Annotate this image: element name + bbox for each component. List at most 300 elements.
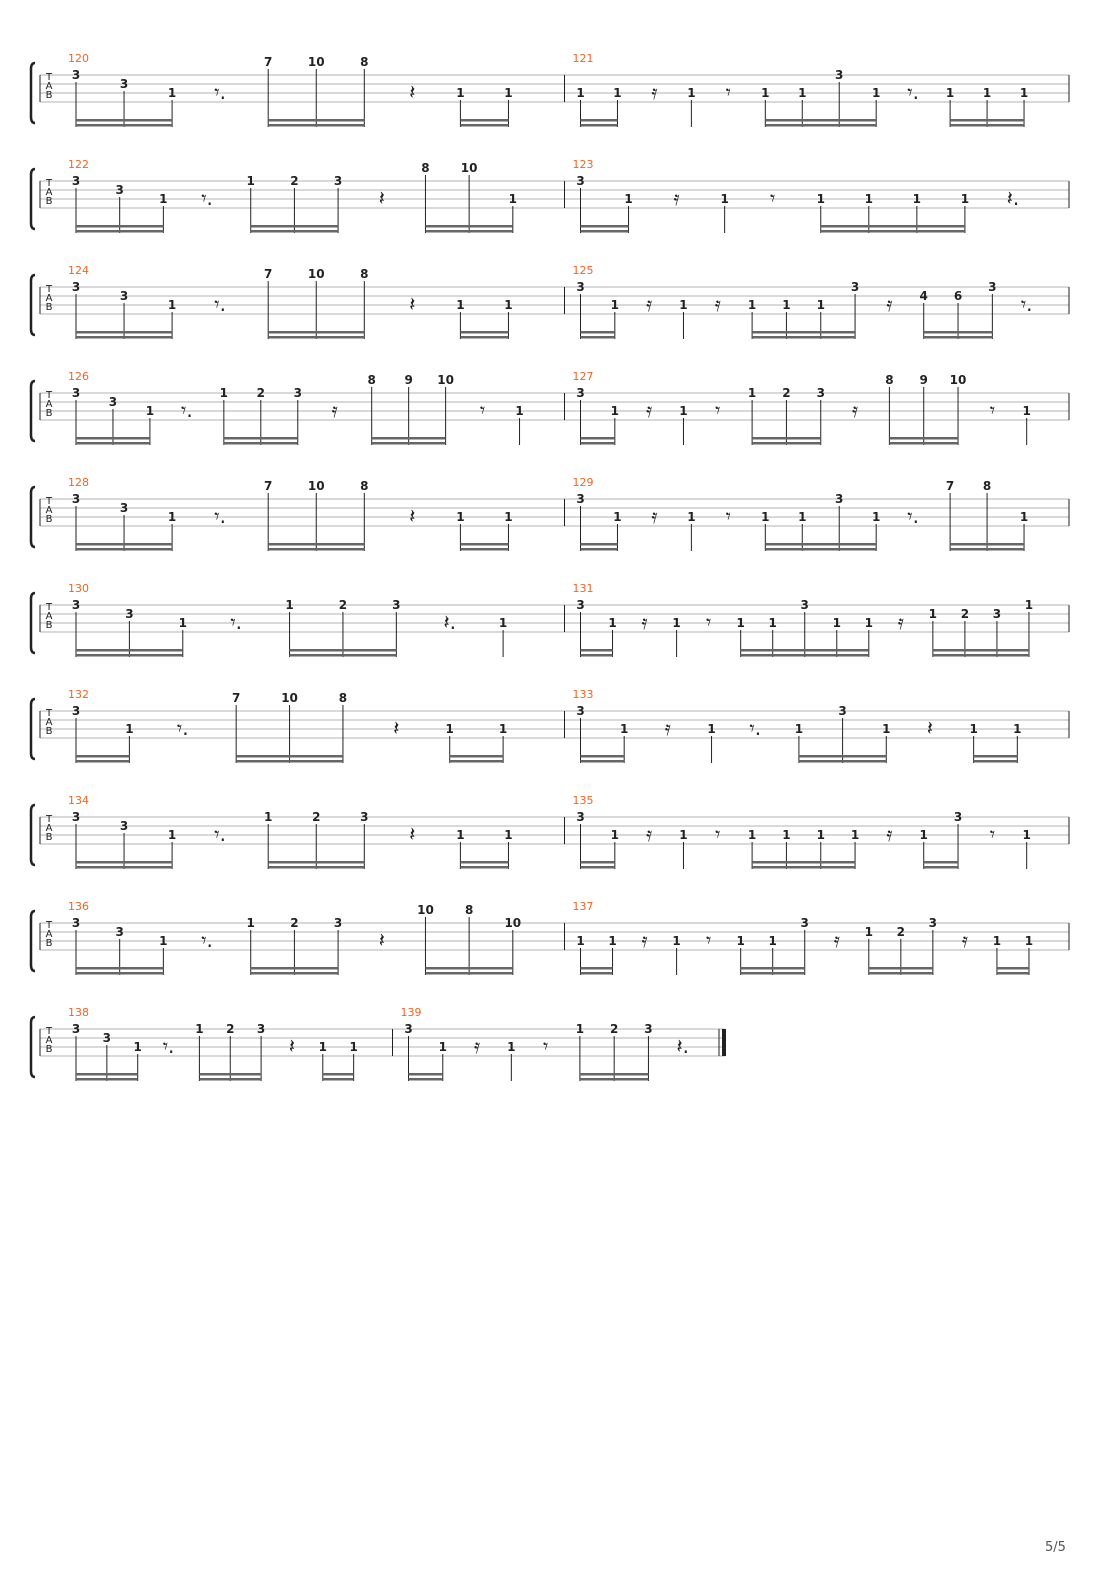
fret-number: 1 — [167, 510, 177, 524]
fret-number: 1 — [575, 1022, 585, 1036]
fret-number: 8 — [367, 373, 376, 387]
beam — [933, 654, 1029, 657]
beam — [581, 543, 618, 546]
tab-clef-letter: T — [45, 284, 53, 295]
fret-number: 1 — [761, 510, 770, 524]
measure-number: 139 — [400, 1006, 422, 1019]
fret-number: 2 — [782, 386, 791, 400]
rest-eighth: 𝄾 — [542, 1034, 549, 1058]
tab-clef-letter: B — [45, 938, 53, 949]
beam — [76, 866, 172, 869]
tab-clef-letter: A — [45, 611, 53, 622]
fret-number: 2 — [896, 925, 906, 939]
beam — [741, 972, 805, 975]
fret-number: 1 — [872, 510, 881, 524]
fret-number: 1 — [504, 298, 513, 312]
beam — [950, 548, 1024, 551]
rest-eighth-dotted: 𝄾. — [230, 610, 243, 634]
tab-system — [31, 688, 1069, 763]
rest-sixteenth: 𝄿 — [886, 292, 893, 316]
system-bracket — [31, 381, 35, 441]
fret-number: 1 — [912, 192, 922, 206]
beam — [581, 548, 618, 551]
fret-number: 1 — [864, 925, 873, 939]
beam — [290, 654, 397, 657]
fret-number: 1 — [167, 86, 177, 100]
measure — [68, 476, 565, 551]
tab-clef-letter: T — [45, 1026, 53, 1037]
tab-clef-letter: A — [45, 399, 53, 410]
beam — [268, 124, 364, 127]
measure-number: 127 — [572, 370, 594, 383]
fret-number: 3 — [333, 174, 343, 188]
beam — [581, 336, 615, 339]
rest-sixteenth: 𝄿 — [961, 928, 968, 952]
rest-sixteenth: 𝄿 — [714, 292, 721, 316]
fret-number: 1 — [672, 934, 681, 948]
rest-sixteenth: 𝄿 — [651, 80, 658, 104]
beam — [581, 866, 615, 869]
fret-number: 2 — [312, 810, 321, 824]
measure — [573, 158, 1070, 233]
beam — [76, 649, 183, 652]
rest-quarter-dotted: 𝄽. — [1006, 186, 1020, 210]
beam — [76, 124, 172, 127]
measure-number: 130 — [68, 582, 89, 595]
beam — [236, 760, 343, 763]
rest-eighth: 𝄾 — [705, 610, 712, 634]
fret-number: 2 — [609, 1022, 619, 1036]
fret-number: 3 — [119, 501, 129, 515]
tab-clef-letter: B — [45, 620, 53, 631]
beam — [372, 442, 446, 445]
fret-number: 3 — [576, 598, 585, 612]
beam — [889, 437, 958, 440]
page-number: 5/5 — [1045, 1540, 1066, 1555]
rest-eighth-dotted: 𝄾. — [176, 716, 189, 740]
fret-number: 1 — [832, 616, 841, 630]
beam — [765, 124, 876, 127]
measure — [573, 476, 1070, 551]
beam — [76, 543, 172, 546]
beam — [950, 543, 1024, 546]
beam — [924, 331, 993, 334]
beam — [199, 1078, 261, 1081]
beam — [425, 967, 512, 970]
fret-number: 3 — [293, 386, 302, 400]
fret-number: 2 — [226, 1022, 235, 1036]
fret-number: 10 — [281, 691, 298, 705]
fret-number: 1 — [736, 616, 745, 630]
beam — [799, 755, 886, 758]
measure — [68, 582, 565, 657]
fret-number: 7 — [945, 479, 955, 493]
beam — [76, 442, 150, 445]
fret-number: 1 — [687, 510, 696, 524]
rest-eighth-dotted: 𝄾. — [907, 504, 919, 528]
beam — [224, 437, 298, 440]
fret-number: 1 — [816, 298, 825, 312]
fret-number: 7 — [264, 267, 273, 281]
rest-quarter: 𝄽 — [409, 80, 416, 104]
system-bracket — [31, 275, 35, 335]
measure-number: 136 — [68, 900, 89, 913]
measure-number: 138 — [68, 1006, 89, 1019]
fret-number: 1 — [1024, 598, 1034, 612]
beam — [581, 331, 615, 334]
rest-sixteenth: 𝄿 — [331, 398, 338, 422]
tab-clef-letter: T — [45, 178, 53, 189]
tab-clef-letter: B — [45, 408, 53, 419]
fret-number: 1 — [576, 86, 585, 100]
fret-number: 10 — [949, 373, 967, 387]
fret-number: 1 — [1024, 934, 1034, 948]
fret-number: 3 — [953, 810, 963, 824]
rest-sixteenth: 𝄿 — [641, 928, 648, 952]
rest-sixteenth: 𝄿 — [664, 716, 671, 740]
fret-number: 1 — [456, 828, 465, 842]
beam — [580, 1078, 649, 1081]
fret-number: 3 — [992, 607, 1002, 621]
beam — [76, 119, 172, 122]
tab-clef-letter: B — [45, 302, 53, 313]
fret-number: 7 — [231, 691, 241, 705]
tab-clef-letter: A — [45, 81, 53, 92]
beam — [425, 972, 512, 975]
system-bracket — [31, 487, 35, 547]
beam — [76, 331, 172, 334]
fret-number: 1 — [498, 722, 508, 736]
tab-system — [31, 264, 1069, 339]
measure — [573, 52, 1070, 127]
fret-number: 1 — [498, 616, 508, 630]
rest-quarter: 𝄽 — [409, 504, 416, 528]
beam — [581, 972, 613, 975]
beam — [765, 543, 876, 546]
fret-number: 3 — [71, 598, 81, 612]
beam — [460, 119, 508, 122]
fret-number: 3 — [800, 916, 809, 930]
beam — [460, 861, 508, 864]
measure-number: 123 — [572, 158, 594, 171]
measure — [573, 900, 1070, 975]
beam — [425, 225, 512, 228]
fret-number: 1 — [782, 298, 791, 312]
fret-number: 1 — [864, 192, 873, 206]
rest-eighth-dotted: 𝄾. — [749, 716, 762, 740]
beam — [581, 230, 629, 233]
fret-number: 3 — [576, 386, 585, 400]
fret-number: 1 — [613, 86, 622, 100]
beam — [581, 225, 629, 228]
beam — [821, 230, 965, 233]
tab-clef-letter: A — [45, 505, 53, 516]
beam — [765, 548, 876, 551]
beam — [581, 760, 625, 763]
rest-sixteenth: 𝄿 — [473, 1034, 481, 1058]
fret-number: 3 — [576, 492, 585, 506]
beam — [869, 967, 933, 970]
fret-number: 1 — [928, 607, 938, 621]
fret-number: 1 — [508, 192, 517, 206]
tab-clef-letter: T — [45, 72, 53, 83]
fret-number: 10 — [307, 267, 325, 281]
fret-number: 1 — [456, 86, 465, 100]
beam — [581, 861, 615, 864]
beam — [372, 437, 446, 440]
rest-eighth: 𝄾 — [725, 504, 732, 528]
fret-number: 1 — [782, 828, 791, 842]
fret-number: 3 — [928, 916, 938, 930]
beam — [974, 755, 1018, 758]
measure-number: 122 — [68, 158, 89, 171]
measure — [68, 688, 565, 763]
fret-number: 1 — [608, 616, 617, 630]
fret-number: 10 — [504, 916, 522, 930]
beam — [450, 760, 503, 763]
beam — [997, 967, 1029, 970]
beam — [76, 437, 150, 440]
fret-number: 1 — [794, 722, 804, 736]
fret-number: 1 — [707, 722, 716, 736]
fret-number: 1 — [1019, 510, 1029, 524]
tab-system — [31, 370, 1069, 445]
rest-eighth-dotted: 𝄾. — [214, 504, 226, 528]
fret-number: 1 — [246, 174, 255, 188]
fret-number: 3 — [119, 289, 129, 303]
system-bracket — [31, 911, 35, 971]
fret-number: 1 — [178, 616, 187, 630]
beam — [251, 967, 338, 970]
measure — [68, 794, 565, 869]
fret-number: 1 — [610, 298, 620, 312]
rest-eighth: 𝄾 — [725, 80, 732, 104]
beam — [76, 967, 163, 970]
fret-number: 1 — [246, 916, 255, 930]
beam — [581, 124, 618, 127]
fret-number: 3 — [115, 183, 124, 197]
fret-number: 3 — [71, 174, 81, 188]
rest-sixteenth: 𝄿 — [897, 610, 904, 634]
beam — [450, 755, 503, 758]
beam — [76, 760, 129, 763]
fret-number: 1 — [736, 934, 745, 948]
fret-number: 3 — [119, 819, 129, 833]
fret-number: 1 — [747, 386, 757, 400]
fret-number: 1 — [982, 86, 992, 100]
fret-number: 1 — [608, 934, 617, 948]
fret-number: 3 — [115, 925, 124, 939]
fret-number: 1 — [264, 810, 273, 824]
rest-sixteenth: 𝄿 — [646, 822, 653, 846]
tab-clef-letter: A — [45, 293, 53, 304]
fret-number: 1 — [613, 510, 622, 524]
measure-number: 135 — [572, 794, 594, 807]
beam — [323, 1078, 354, 1081]
tab-system — [31, 158, 1069, 233]
tab-clef-letter: A — [45, 929, 53, 940]
fret-number: 2 — [338, 598, 348, 612]
fret-number: 3 — [835, 68, 844, 82]
rest-sixteenth: 𝄿 — [852, 398, 859, 422]
measure-number: 137 — [572, 900, 594, 913]
measure-number: 126 — [68, 370, 89, 383]
measure — [401, 1006, 725, 1081]
fret-number: 1 — [219, 386, 229, 400]
rest-eighth-dotted: 𝄾. — [214, 80, 226, 104]
beam — [889, 442, 958, 445]
rest-quarter: 𝄽 — [378, 928, 385, 952]
rest-eighth-dotted: 𝄾. — [214, 822, 226, 846]
rest-quarter: 𝄽 — [288, 1034, 296, 1058]
beam — [950, 124, 1024, 127]
tab-clef-letter: T — [45, 814, 53, 825]
tab-clef-letter: T — [45, 920, 53, 931]
system-bracket — [31, 1017, 35, 1077]
measure-number: 124 — [68, 264, 89, 277]
rest-quarter: 𝄽 — [393, 716, 400, 740]
rest-eighth-dotted: 𝄾. — [162, 1034, 175, 1058]
tab-clef-letter: B — [45, 1044, 53, 1055]
beam — [741, 967, 805, 970]
fret-number: 1 — [133, 1040, 142, 1054]
fret-number: 8 — [982, 479, 992, 493]
beam — [799, 760, 886, 763]
beam — [251, 225, 338, 228]
beam — [869, 972, 933, 975]
fret-number: 3 — [108, 395, 118, 409]
fret-number: 1 — [125, 722, 134, 736]
beam — [460, 124, 508, 127]
fret-number: 1 — [679, 828, 688, 842]
fret-number: 1 — [1013, 722, 1022, 736]
fret-number: 1 — [872, 86, 881, 100]
fret-number: 1 — [349, 1040, 358, 1054]
beam — [752, 331, 855, 334]
measure-number: 131 — [572, 582, 594, 595]
fret-number: 1 — [167, 828, 177, 842]
beam — [997, 972, 1029, 975]
measure — [68, 900, 565, 975]
fret-number: 2 — [290, 174, 299, 188]
fret-number: 3 — [644, 1022, 653, 1036]
beam — [409, 1078, 443, 1081]
rest-sixteenth: 𝄿 — [641, 610, 648, 634]
measure — [573, 264, 1070, 339]
fret-number: 1 — [507, 1040, 516, 1054]
fret-number: 1 — [456, 298, 465, 312]
measure-number: 129 — [572, 476, 594, 489]
beam — [251, 972, 338, 975]
measure — [68, 158, 565, 233]
fret-number: 3 — [71, 386, 81, 400]
fret-number: 3 — [576, 704, 585, 718]
tab-clef-letter: B — [45, 90, 53, 101]
rest-quarter: 𝄽 — [409, 292, 416, 316]
fret-number: 2 — [290, 916, 299, 930]
beam — [581, 755, 625, 758]
fret-number: 1 — [624, 192, 633, 206]
fret-number: 1 — [318, 1040, 327, 1054]
beam — [290, 649, 397, 652]
fret-number: 10 — [307, 479, 325, 493]
fret-number: 3 — [71, 492, 81, 506]
fret-number: 1 — [159, 192, 168, 206]
beam — [76, 755, 129, 758]
beam — [580, 1073, 649, 1076]
measure-number: 132 — [68, 688, 89, 701]
fret-number: 1 — [816, 828, 825, 842]
fret-number: 1 — [747, 828, 757, 842]
beam — [251, 230, 338, 233]
measure — [573, 688, 1070, 763]
rest-eighth: 𝄾 — [705, 928, 712, 952]
beam — [581, 967, 613, 970]
beam — [76, 861, 172, 864]
beam — [741, 649, 869, 652]
fret-number: 3 — [988, 280, 997, 294]
beam — [199, 1073, 261, 1076]
tab-clef-letter: T — [45, 602, 53, 613]
fret-number: 10 — [437, 373, 454, 387]
fret-number: 8 — [885, 373, 894, 387]
beam — [581, 442, 615, 445]
beam — [460, 543, 508, 546]
fret-number: 1 — [747, 298, 757, 312]
fret-number: 8 — [360, 479, 369, 493]
fret-number: 8 — [360, 267, 369, 281]
tab-clef-letter: A — [45, 1035, 53, 1046]
measure — [68, 264, 565, 339]
fret-number: 1 — [1019, 86, 1029, 100]
beam — [752, 442, 821, 445]
beam — [581, 437, 615, 440]
tab-system — [31, 794, 1069, 869]
beam — [268, 861, 364, 864]
fret-number: 1 — [159, 934, 168, 948]
beam — [933, 649, 1029, 652]
rest-quarter: 𝄽 — [378, 186, 385, 210]
tab-clef-letter: A — [45, 187, 53, 198]
rest-eighth: 𝄾 — [989, 822, 996, 846]
fret-number: 3 — [800, 598, 809, 612]
beam — [76, 225, 163, 228]
tab-clef-letter: B — [45, 514, 53, 525]
fret-number: 1 — [145, 404, 155, 418]
fret-number: 1 — [610, 404, 620, 418]
fret-number: 10 — [307, 55, 325, 69]
fret-number: 3 — [125, 607, 134, 621]
beam — [924, 866, 958, 869]
fret-number: 3 — [576, 810, 585, 824]
rest-eighth-dotted: 𝄾. — [907, 80, 919, 104]
fret-number: 1 — [195, 1022, 204, 1036]
system-bracket — [31, 805, 35, 865]
rest-eighth: 𝄾 — [989, 398, 996, 422]
fret-number: 8 — [464, 903, 474, 917]
fret-number: 2 — [256, 386, 265, 400]
fret-number: 1 — [720, 192, 729, 206]
beam — [460, 548, 508, 551]
fret-number: 1 — [919, 828, 928, 842]
measure — [573, 582, 1070, 657]
measure — [573, 794, 1070, 869]
fret-number: 1 — [992, 934, 1002, 948]
fret-number: 3 — [392, 598, 401, 612]
fret-number: 3 — [71, 68, 81, 82]
fret-number: 1 — [798, 510, 807, 524]
fret-number: 1 — [285, 598, 294, 612]
